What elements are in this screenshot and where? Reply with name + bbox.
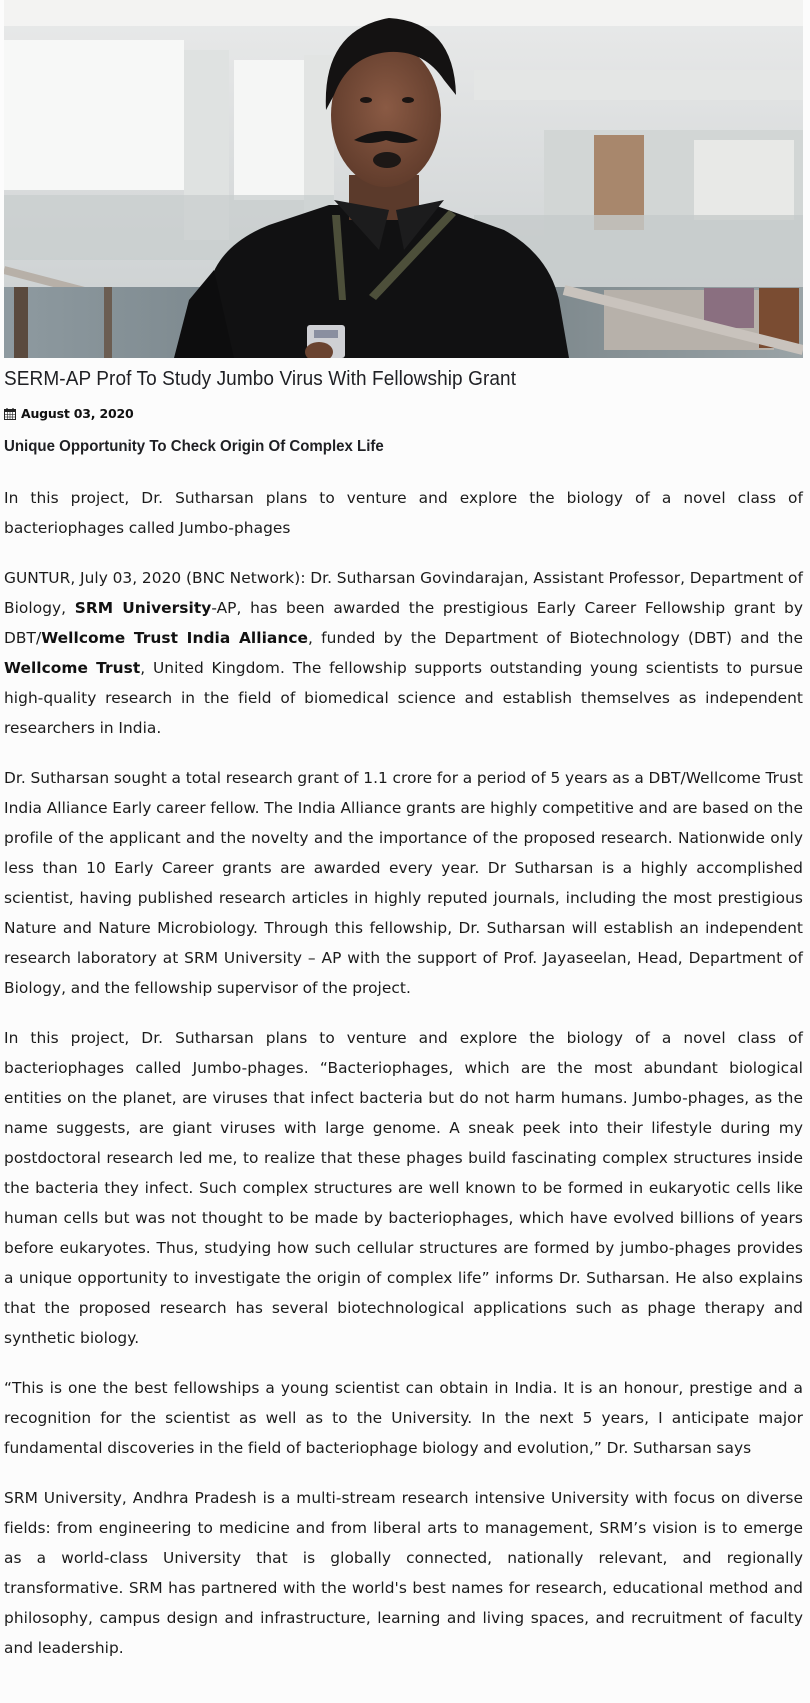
paragraph-text: SRM University, Andhra Pradesh is a multi-stream research intensive University with focus on diverse fields: from engineering to medicine and from liberal arts to management, SRM’s vision is to emerge as a world-class University that is globally connected, nationally relevant, and regionally transformative. SRM has partnered with the world's best names for research, educational method and philosophy, campus design and infrastructure, learning and living spaces, and recruitment of faculty and leadership. xyxy=(4,1489,803,1657)
news-article xyxy=(4,0,803,1683)
paragraph-text: In this project, Dr. Sutharsan plans to venture and explore the biology of a novel class of bacteriophages called Jumbo-phages. “Bacteriophages, which are the most abundant biological entities on the planet, are viruses that infect bacteria but do not harm humans. Jumbo-phages, as the name suggests, are giant viruses with large genome. A sneak peek into their lifestyle during my postdoctoral research led me, to realize that these phages build fascinating complex structures inside the bacteria they infect. Such complex structures are well known to be formed in eukaryotic cells like human cells but was not thought to be made by bacteriophages, which have evolved billions of years before eukaryotes. Thus, studying how such cellular structures are formed by jumbo-phages provides a unique opportunity to investigate the origin of complex life” informs Dr. Sutharsan. He also explains that the proposed research has several biotechnological applications such as phage therapy and synthetic biology. xyxy=(4,1029,803,1347)
article-paragraph xyxy=(4,1023,803,1353)
bold-text: Wellcome Trust India Alliance xyxy=(41,629,309,647)
hero-image xyxy=(4,0,803,358)
calendar-icon xyxy=(4,407,16,419)
paragraph-text: Dr. Sutharsan sought a total research grant of 1.1 crore for a period of 5 years as a DBT/Wellcome Trust India Alliance Early career fellow. The India Alliance grants are highly competitive and are based on the profile of the applicant and the novelty and the importance of the proposed research. Nationwide only less than 10 Early Career grants are awarded every year. Dr Sutharsan is a highly accomplished scientist, having published research articles in highly reputed journals, including the most prestigious Nature and Nature Microbiology. Through this fellowship, Dr. Sutharsan will establish an independent research laboratory at SRM University – AP with the support of Prof. Jayaseelan, Head, Department of Biology, and the fellowship supervisor of the project. xyxy=(4,769,803,997)
paragraph-text: , funded by the Department of Biotechnology (DBT) and the xyxy=(308,629,804,647)
article-paragraph xyxy=(4,1373,803,1463)
article-paragraph xyxy=(4,483,803,543)
hero-photo-illustration xyxy=(4,0,803,358)
paragraph-text: , United Kingdom. The fellowship supports outstanding young scientists to pursue high-quality research in the field of biomedical science and establish themselves as independent researchers in India. xyxy=(4,659,804,737)
bold-text: Wellcome Trust xyxy=(4,659,141,677)
article-body xyxy=(4,483,803,1663)
paragraph-text: In this project, Dr. Sutharsan plans to venture and explore the biology of a novel class of bacteriophages called Jumbo-phages xyxy=(4,489,803,537)
paragraph-text: GUNTUR, July 03, 2020 (BNC Network): Dr. Sutharsan Govindarajan, Assistant Professor, Department of Biology, xyxy=(4,569,803,617)
article-title: SERM-AP Prof To Study Jumbo Virus With Fellowship Grant xyxy=(4,368,517,390)
paragraph-text: “This is one the best fellowships a young scientist can obtain in India. It is an honour, prestige and a recognition for the scientist as well as to the University. In the next 5 years, I anticipate major fundamental discoveries in the field of bacteriophage biology and evolution,” Dr. Sutharsan says xyxy=(4,1379,803,1457)
article-date xyxy=(4,402,803,424)
paragraph-text: -AP, has been awarded the prestigious Early Career Fellowship grant by DBT/ xyxy=(4,599,803,647)
article-subtitle: Unique Opportunity To Check Origin Of Complex Life xyxy=(4,438,384,455)
date-text: August 03, 2020 xyxy=(21,405,134,421)
article-paragraph xyxy=(4,563,803,743)
article-paragraph xyxy=(4,763,803,1003)
article-paragraph xyxy=(4,1483,803,1663)
bold-text: SRM University xyxy=(74,599,212,617)
